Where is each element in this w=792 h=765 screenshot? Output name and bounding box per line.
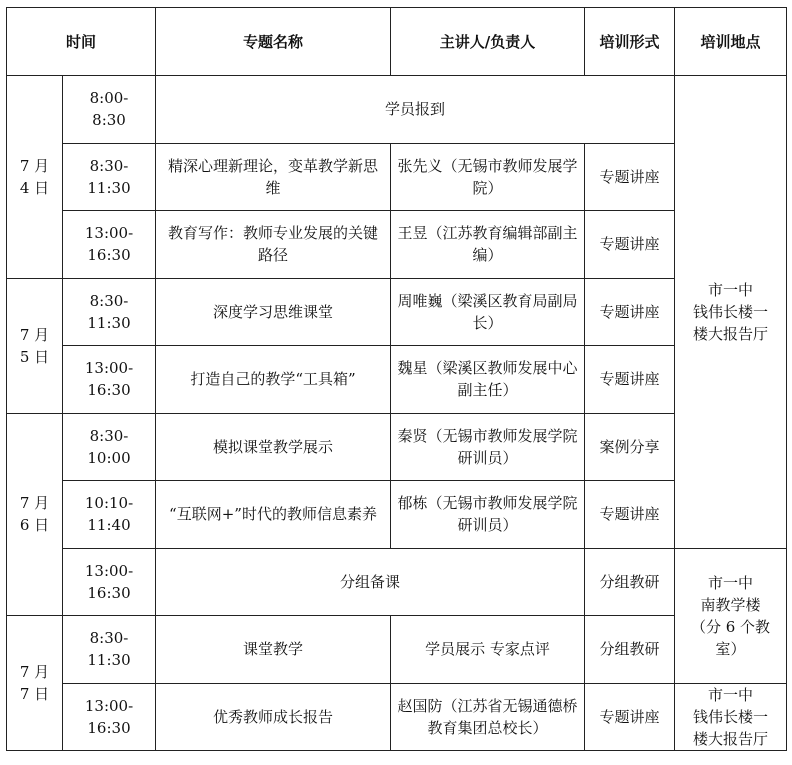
location-line: 市一中	[708, 573, 754, 592]
training-schedule-table	[6, 7, 787, 751]
speaker-cell: 学员展示 专家点评	[391, 616, 585, 684]
date-month: 7 月	[19, 494, 50, 513]
time-start: 8:30-	[89, 426, 129, 445]
topic-cell: 分组备课	[156, 548, 585, 616]
time-start: 8:30-	[89, 629, 129, 648]
speaker-cell: 张先义（无锡市教师发展学院）	[391, 143, 585, 211]
date-cell	[7, 76, 63, 279]
time-end: 11:30	[87, 651, 131, 670]
speaker-cell: 王昱（江苏教育编辑部副主编）	[391, 211, 585, 279]
time-start: 8:00-	[89, 89, 129, 108]
form-cell: 分组教研	[585, 616, 675, 684]
location-line: 市一中	[708, 280, 754, 299]
form-cell: 专题讲座	[585, 143, 675, 211]
date-month: 7 月	[19, 156, 50, 175]
time-cell	[63, 548, 156, 616]
time-start: 13:00-	[84, 359, 134, 378]
time-end: 16:30	[87, 246, 131, 265]
time-end: 16:30	[87, 718, 131, 737]
table-row	[7, 683, 787, 751]
header-location: 培训地点	[675, 8, 787, 76]
topic-cell: 深度学习思维课堂	[156, 278, 391, 346]
time-cell	[63, 278, 156, 346]
time-cell	[63, 683, 156, 751]
date-cell	[7, 278, 63, 413]
location-line: 室）	[715, 639, 746, 658]
header-topic: 专题名称	[156, 8, 391, 76]
time-start: 13:00-	[84, 224, 134, 243]
form-cell: 专题讲座	[585, 211, 675, 279]
topic-cell: 精深心理新理论，变革教学新思维	[156, 143, 391, 211]
table-row	[7, 143, 787, 211]
time-start: 13:00-	[84, 696, 134, 715]
speaker-cell: 魏星（梁溪区教师发展中心副主任）	[391, 346, 585, 414]
form-cell: 分组教研	[585, 548, 675, 616]
location-cell	[675, 683, 787, 751]
table-row	[7, 76, 787, 144]
time-cell	[63, 413, 156, 481]
header-row	[7, 8, 787, 76]
topic-cell: 学员报到	[156, 76, 675, 144]
location-cell	[675, 548, 787, 683]
table-row	[7, 278, 787, 346]
table-row	[7, 211, 787, 279]
date-day: 7 日	[19, 685, 50, 703]
time-end: 10:00	[87, 448, 131, 467]
time-start: 8:30-	[89, 156, 129, 175]
time-cell	[63, 346, 156, 414]
time-end: 11:30	[87, 178, 131, 197]
date-cell	[7, 616, 63, 751]
topic-cell: 教育写作：教师专业发展的关键路径	[156, 211, 391, 279]
time-end: 11:30	[87, 313, 131, 332]
date-month: 7 月	[19, 325, 50, 344]
speaker-cell: 秦贤（无锡市教师发展学院研训员）	[391, 413, 585, 481]
location-line: 市一中	[708, 685, 754, 704]
form-cell: 专题讲座	[585, 481, 675, 549]
location-line: 南教学楼	[700, 595, 761, 614]
topic-cell: 打造自己的教学“工具箱”	[156, 346, 391, 414]
table-row	[7, 413, 787, 481]
location-line: 钱伟长楼一	[693, 707, 769, 726]
time-cell	[63, 481, 156, 549]
header-speaker: 主讲人/负责人	[391, 8, 585, 76]
topic-cell: 课堂教学	[156, 616, 391, 684]
location-line: 楼大报告厅	[693, 729, 769, 748]
time-end: 11:40	[87, 516, 131, 535]
form-cell: 专题讲座	[585, 346, 675, 414]
location-cell	[675, 76, 787, 549]
schedule-wrapper	[6, 7, 787, 751]
date-cell	[7, 413, 63, 616]
topic-cell: “互联网+”时代的教师信息素养	[156, 481, 391, 549]
date-day: 6 日	[19, 516, 50, 535]
speaker-cell: 周唯巍（梁溪区教育局副局长）	[391, 278, 585, 346]
header-form: 培训形式	[585, 8, 675, 76]
topic-cell: 模拟课堂教学展示	[156, 413, 391, 481]
speaker-cell: 郁栋（无锡市教师发展学院研训员）	[391, 481, 585, 549]
date-day: 4 日	[19, 178, 50, 197]
header-time: 时间	[7, 8, 156, 76]
date-day: 5 日	[19, 347, 50, 366]
location-line: 钱伟长楼一	[693, 302, 769, 321]
table-row	[7, 481, 787, 549]
table-row	[7, 346, 787, 414]
time-cell	[63, 616, 156, 684]
time-end: 16:30	[87, 381, 131, 400]
time-end: 8:30	[92, 111, 126, 130]
time-cell	[63, 143, 156, 211]
time-end: 16:30	[87, 583, 131, 602]
form-cell: 案例分享	[585, 413, 675, 481]
speaker-cell: 赵国防（江苏省无锡通德桥教育集团总校长）	[391, 683, 585, 751]
table-row	[7, 548, 787, 616]
time-cell	[63, 211, 156, 279]
topic-cell: 优秀教师成长报告	[156, 683, 391, 751]
location-line: 楼大报告厅	[693, 324, 769, 343]
date-month: 7 月	[19, 663, 50, 681]
time-start: 10:10-	[84, 494, 134, 513]
form-cell: 专题讲座	[585, 278, 675, 346]
table-row	[7, 616, 787, 684]
time-start: 13:00-	[84, 561, 134, 580]
time-start: 8:30-	[89, 291, 129, 310]
time-cell	[63, 76, 156, 144]
form-cell: 专题讲座	[585, 683, 675, 751]
location-line: （分 6 个教	[690, 617, 771, 636]
